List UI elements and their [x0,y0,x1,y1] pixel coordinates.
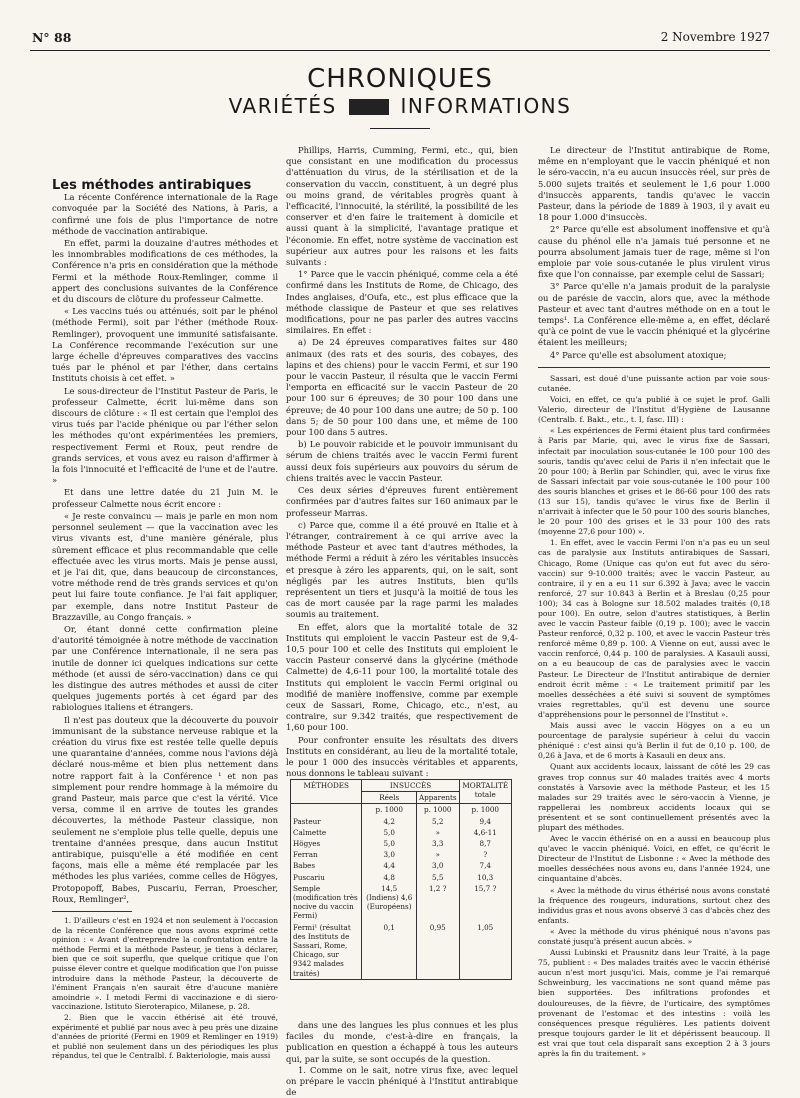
table-cell: 5,0 [362,827,416,838]
table-cell: 3,3 [416,838,459,849]
table-cell: 4,6-11 [459,827,511,838]
column-1 [52,180,278,1062]
table-row-units [291,804,512,816]
table-cell: p. 1000 [416,804,459,816]
table-cell: ? [459,849,511,860]
masthead-subtitle [0,94,800,118]
paragraph: b) Le pouvoir rabicide et le pouvoir immunisant du sérum de chiens traités avec le vaccin Fermi furent aussi deux fois supérieurs aux pouvoirs du sérum de chiens traités avec le vaccin Pasteur. [286,439,518,483]
paragraph: Le directeur de l'Institut antirabique de Rome, même en n'employant que le vaccin phéniqué et non le séro-vaccin, n'a eu aucun insuccès réel, sur près de 5.000 sujets traités et seulement le 1,6 pour 1.000 d'insuccès apparents, tandis qu'avec le vaccin Pasteur, dans la période de 1889 à 1903, il y avait eu 18 pour 1.000 d'insuccès. [538,145,770,223]
table-row [291,827,512,838]
table-cell: 14,5 (Indiens) 4,6 (Européens) [362,883,416,922]
paragraph: Phillips, Harris, Cumming, Fermi, etc., qui, bien que consistant en une modification du processus d'atténuation du virus, de la stérilisation et de la conservation du vaccin, constituent, à un degré plus ou moins grand, de véritables progrès quant à l'efficacité, l'innocuité, la stérilité, la possibilité de les conserver et d'en faire le traitement à domicile et aussi quant à la simplicité, l'avantage pratique et l'économie. En effet, notre système de vaccination est supérieur aux autres pour les raisons et les faits suivants : [286,145,518,268]
paragraph: « Avec la méthode du virus phéniqué nous n'avons pas constaté jusqu'à présent aucun abcès. » [538,926,770,947]
masthead-word-informations: INFORMATIONS [400,94,572,118]
th-reels: Réels [362,792,416,804]
paragraph: En effet, parmi la douzaine d'autres méthodes et les innombrables modifications de ces méthodes, la Conférence n'a pris en considération que la méthode Fermi et la méthode Roux-Remlinger, comme il appert des conclusions suivantes de la Conférence et du discours de clôture du professeur Calmette. [52,238,278,305]
paragraph: « Je reste convaincu — mais je parle en mon nom personnel seulement — que la vaccination avec les virus vivants est, d'une manière générale, plus sûrement efficace et plus recommandable que celle effectuée avec les virus morts. Mais je pense aussi, et je l'ai dit, que, dans beaucoup de circonstances, votre méthode rend de très grands services et qu'on peut lui faire toute confiance. Je l'ai fait appliquer, par exemple, dans notre Institut Pasteur de Brazzaville, au Congo français. » [52,510,278,622]
table-cell: 5,0 [362,838,416,849]
footnote-rule [52,911,132,912]
paragraph: En effet, alors que la mortalité totale de 32 Instituts qui emploient le vaccin Pasteur est de 9,4-10,5 pour 100 et celle des Instituts qui emploient le vaccin Pasteur conservé dans la glycérine (méthode Calmette) de 4,6-11 pour 100, la mortalité totale des Instituts qui emploient le vaccin Fermi original ou modifié de manière inoffensive, comme par exemple ceux de Sassari, Rome, Chicago, etc., n'est, au contraire, sur 9.342 traités, que respectivement de 1,60 pour 100. [286,621,518,733]
issue-number: N° 88 [32,30,72,45]
paragraph: 4° Parce qu'elle est absolument atoxique; [550,349,727,360]
paragraph: « Avec la méthode du virus éthérisé nous avons constaté la fréquence des rougeurs, indurations, surtout chez des individus gras et nous avons observé 3 cas d'abcès chez des enfants. [538,885,770,925]
table-cell: p. 1000 [362,804,416,816]
paragraph: « Les expériences de Fermi étaient plus tard confirmées à Paris par Marie, qui, avec le virus fixe de Sassari, infectait par inoculation sous-cutanée le 100 pour 100 des souris, tandis qu'avec celui de Paris il n'en infectait que le 20 pour 100; à Berlin par Schindler, qui, avec le virus fixe de Sassari infectait par voie sous-cutanée le 100 pour 100 des souris blanches et grises et le 86-66 pour 100 des rats (13 sur 15), tandis qu'avec le virus fixe de Berlin il n'arrivait à infecter que le 50 pour 100 des souris blanches, le 20 pour 100 des grises et le 33 pour 100 des rats (moyenne 27,6 pour 100) ». [538,426,770,537]
footnote: 1. D'ailleurs c'est en 1924 et non seulement à l'occasion de la récente Conférence que nous avons exprimé cette opinion : « Avant d'entreprendre la confrontation entre la méthode Fermi et la méthode Pasteur, je tiens à déclarer, bien que ce soit superflu, que quelque critique que l'on puisse élever contre et quelque modification que l'on puisse introduire dans la méthode Pasteur, la découverte de l'éminent Français n'en saurait être d'aucune manière amoindrie ». I metodi Fermi di vaccinazione e di siero-vaccinazione. Istituto Sieroterapico, Milanese, p. 28. [52,916,278,1012]
ornament-icon [349,99,389,115]
table-cell: 5,5 [416,872,459,883]
table-cell: p. 1000 [459,804,511,816]
paragraph: a) De 24 épreuves comparatives faites sur 480 animaux (des rats et des souris, des cobayes, des lapins et des chiens) pour le vaccin Fermi, et sur 190 pour le vaccin Pasteur, il résulta que le vaccin Fermi l'emporta en efficacité sur le vaccin Pasteur de 20 pour 100 sur 6 épreuves; de 30 pour 100 dans une épreuve; de 40 pour 100 dans une autre; de 50 p. 100 dans 5; de 50 pour 100 dans une, et même de 100 pour 100 dans 5 autres. [286,337,518,438]
table-cell: 9,4 [459,816,511,827]
table-cell: Pasteur [291,816,362,827]
table-cell: 4,8 [362,872,416,883]
table-row [291,838,512,849]
paragraph: Il n'est pas douteux que la découverte du pouvoir immunisant de la substance nerveuse rabique et la création du virus fixe est restée telle quelle depuis une quarantaine d'années, comme nous l'avions déjà déclaré nous-même et bien plus nettement dans notre rapport fait à la Conférence ¹ et non pas simplement pour rendre hommage à la mémoire du grand Pasteur, mais parce que c'est la vérité. Vice versa, comme il en arrive de toutes les grandes découvertes, la méthode Pasteur classique, non seulement ne s'emploie plus telle quelle, depuis une trentaine d'années presque, dans aucun Institut antirabique, puisqu'elle a été modifiée en cent façons, mais elle a même été remplacée par les méthodes les plus variées, comme celles de Högyes, Protopopoff, Babes, Puscariu, Ferran, Proescher, Roux, Remlinger², [52,714,278,904]
table-cell: 4,4 [362,860,416,871]
column-2-continuation [286,1020,518,1098]
results-table [290,779,512,980]
table-cell: Högyes [291,838,362,849]
table-cell: 7,4 [459,860,511,871]
th-insucces: INSUCCÈS [362,780,459,792]
table-cell: 5,2 [416,816,459,827]
table-row [291,816,512,827]
table-row [291,849,512,860]
table-cell: Fermi¹ (résultat des Instituts de Sassari, Rome, Chicago, sur 9342 malades traités) [291,922,362,980]
table-row [291,883,512,922]
table-cell: 0,1 [362,922,416,980]
table-cell: 0,95 [416,922,459,980]
paragraph: dans une des langues les plus connues et les plus faciles du monde, c'est-à-dire en français, la publication en question a échappé à tous les auteurs qui, par la suite, se sont occupés de la question. [286,1020,518,1064]
th-methods: MÉTHODES [291,780,362,804]
paragraph: 3° Parce qu'elle n'a jamais produit de la paralysie ou de parésie de vaccin, alors que, avec la méthode Pasteur et avec tant d'autres méthode on en a tout le temps¹. La Conférence elle-même a, en effet, déclaré qu'à ce point de vue le vaccin phéniqué et la glycérine étaient les meilleurs; [538,281,770,348]
paragraph: 1. En effet, avec le vaccin Fermi l'on n'a pas eu un seul cas de paralysie aux Instituts antirabiques de Sassari, Chicago, Rome (Unique cas qu'on eut fut avec du séro-vaccin) sur 9-10.000 traités; avec le vaccin Pasteur, au contraire, il y en a eu 11 sur 6.392 à Java; avec le vaccin renforcé, 27 sur 10.843 à Berlin et à Breslau (0,25 pour 100); 34 cas à Bologne sur 18.502 malades traités (0,18 pour 100). En outre, selon d'autres statistiques, à Berlin avec le vaccin Pasteur faible (0,19 p. 100); avec le vaccin Pasteur renforcé, 0,32 p. 100, et avec le vaccin Pasteur très renforcé même 0,89 p. 100. A Vienne on eut, aussi avec le vaccin renforcé, 0,44 p. 100 de paralysies. A Kasauli aussi, on a eu beaucoup de cas de paralysies avec le vaccin Pasteur. Le Directeur de l'Institut antirabique de dernier endroit écrit même : « Le traitement primitif par les moelles desséchées a été suivi si souvent de symptômes vraies regrettables, qu'il est devenu une source d'appréhensions pour le personnel de l'Institut ». [538,538,770,719]
masthead-word-varietes: VARIÉTÉS [228,94,337,118]
paragraph: c) Parce que, comme il a été prouvé en Italie et à l'étranger, contrairement à ce qui arrive avec la méthode Pasteur et avec tant d'autres méthodes, la méthode Fermi a réduit à zéro les véritables insuccès et presque à zéro les apparents, qui, on le sait, sont négligés par les autres Instituts, bien qu'ils représentent un tiers et jusqu'à la moitié de tous les cas de mort causée par la rage parmi les malades soumis au traitement. [286,519,518,620]
column-2 [286,145,518,780]
th-mortalite: MORTALITÉ totale [459,780,511,804]
table-cell: 4,2 [362,816,416,827]
table-cell: » [416,827,459,838]
table-cell: 10,3 [459,872,511,883]
paragraph: « Les vaccins tués ou atténués, soit par le phénol (méthode Fermi), soit par l'éther (méthode Roux-Remlinger), provoquent une immunité satisfaisante. La Conférence recommande l'exécution sur une large échelle d'épreuves comparatives des vaccins tués par le phénol et par l'éther, dans certains Instituts choisis à cet effet. » [52,306,278,384]
masthead-rule [370,128,430,129]
issue-date: 2 Novembre 1927 [660,30,770,44]
paragraph: Aussi Lubinski et Prausnitz dans leur Traité, à la page 75, publient : « Des malades traités avec le vaccin éthérisé aucun n'est mort jusqu'ici. Mais, comme je l'ai remarqué Schweinburg, les vaccinations ne sont quand même pas bien supportées. Des infiltrations profondes et douloureuses, de la fièvre, de l'urticaire, des symptômes provenant de l'estomac et des intestins : voilà les conséquences presque régulières. Les patients doivent presque toujours garder le lit et dépérissent beaucoup. Il est vrai que tout cela disparaît sans exception 2 à 3 jours après la fin du traitement. » [538,948,770,1059]
table-cell: 3,0 [416,860,459,871]
column-3 [538,145,770,1060]
paragraph: Quant aux accidents locaux, laissant de côté les 29 cas graves trop connus sur 40 malades traités avec 4 morts constatés à Varsovie avec la méthode Pasteur, et les 15 malades sur 29 traités avec le séro-vaccin à Vienne, je rappellerai les nombreux accidents locaux qui se présentent et se sont continuellement présentés avec la plupart des méthodes. [538,762,770,832]
paragraph: Voici, en effet, ce qu'a publié à ce sujet le prof. Galli Valerio, directeur de l'Institut d'Hygiène de Lausanne (Centralb. f. Bakt., etc., t. I, fasc. III) : [538,395,770,425]
table-row [291,872,512,883]
table-cell: Ferran [291,849,362,860]
table-cell: 3,0 [362,849,416,860]
masthead-title: CHRONIQUES [307,64,493,94]
th-apparents: Apparents [416,792,459,804]
paragraph: Pour confronter ensuite les résultats des divers Instituts en considérant, au lieu de la mortalité totale, le pour 1 000 des insuccès véritables et apparents, nous donnons le tableau suivant : [286,734,518,779]
paragraph: Et dans une lettre datée du 21 Juin M. le professeur Calmette nous écrit encore : [52,487,278,509]
paragraph: Ces deux séries d'épreuves furent entièrement confirmées par d'autres faites sur 160 animaux par le professeur Marras. [286,485,518,518]
table-cell: 8,7 [459,838,511,849]
paragraph: Sassari, est doué d'une puissante action par voie sous-cutanée. [538,373,770,393]
table-row [291,860,512,871]
table-cell: Babes [291,860,362,871]
paragraph: 2° Parce qu'elle est absolument inoffensive et qu'à cause du phénol elle n'a jamais tué personne et ne pourra absolument jamais tuer de rage, même si l'on emploie par voie sous-cutanée le plus virulent virus fixe que l'on connaisse, par exemple celui de Sassari; [538,224,770,280]
table-cell: Calmette [291,827,362,838]
table-cell: Puscariu [291,872,362,883]
paragraph: Or, étant donné cette confirmation pleine d'autorité témoignée à notre méthode de vaccination par une Conférence internationale, il ne sera pas inutile de donner ici quelques indications sur cette méthode (et aussi de séro-vaccination) dans ce qui les distingue des autres méthodes et aussi de citer quelques jugements portés à cet égard par des rabiologues italiens et étrangers. [52,623,278,713]
paragraph: 1. Comme on le sait, notre virus fixe, avec lequel on prépare le vaccin phéniqué à l'Institut antirabique de [286,1064,518,1098]
table-cell: 15,7 ? [459,883,511,922]
table-cell: 1,2 ? [416,883,459,922]
paragraph: La récente Conférence internationale de la Rage convoquée par la Société des Nations, à Paris, a confirmé une fois de plus l'importance de notre méthode de vaccination antirabique. [52,192,278,236]
paragraph: Le sous-directeur de l'Institut Pasteur de Paris, le professeur Calmette, écrit lui-même dans son discours de clôture : « Il est certain que l'emploi des virus tués par l'acide phénique ou par l'éther selon les méthodes qu'ont expérimentées les premiers, respectivement Fermi et Roux, peut rendre de grands services, et vous avez eu raison d'affirmer à la fois l'innocuité et l'efficacité de l'une et de l'autre. » [52,385,278,486]
footnotes [52,916,278,1061]
table-cell [291,804,362,816]
table-cell: » [416,849,459,860]
paragraph: Mais aussi avec le vaccin Högyes on a eu un pourcentage de paralysie supérieur à celui du vaccin phéniqué : c'est ainsi qu'à Berlin il fut de 0,10 p. 100, de 0,26 à Java, et de 6 morts à Kasauli en deux ans. [538,721,770,761]
paragraph: 1° Parce que le vaccin phéniqué, comme cela a été confirmé dans les Instituts de Rome, de Chicago, des Indes anglaises, d'Oufa, etc., est plus efficace que la méthode classique de Pasteur et que ses relatives modifications, pour ne pas parler des autres vaccins similaires. En effet : [286,269,518,336]
table-cell: Semple (modification très nocive du vaccin Fermi) [291,883,362,922]
header-rule [30,50,770,51]
paragraph: Avec le vaccin éthérisé on en a aussi en beaucoup plus qu'avec le vaccin phéniqué. Voici, en effet, ce qu'écrit le Directeur de l'Institut de Lisbonne : « Avec la méthode des moelles desséchées nous avons eu, dans l'année 1924, une cinquantaine d'abcès. [538,834,770,884]
section-rule [538,367,770,368]
article-title: Les méthodes antirabiques [52,178,252,193]
table-row [291,922,512,980]
footnote: 2. Bien que le vaccin éthérisé ait été trouvé, expérimenté et publié par nous avec à peu près une dizaine d'années de priorité (Fermi en 1909 et Remlinger en 1919) et publié non seulement dans un des périodiques les plus répandus, tel que le Centralbl. f. Bakteriologie, mais aussi [52,1012,278,1061]
column-3-notes [538,374,770,1059]
table-cell: 1,05 [459,922,511,980]
